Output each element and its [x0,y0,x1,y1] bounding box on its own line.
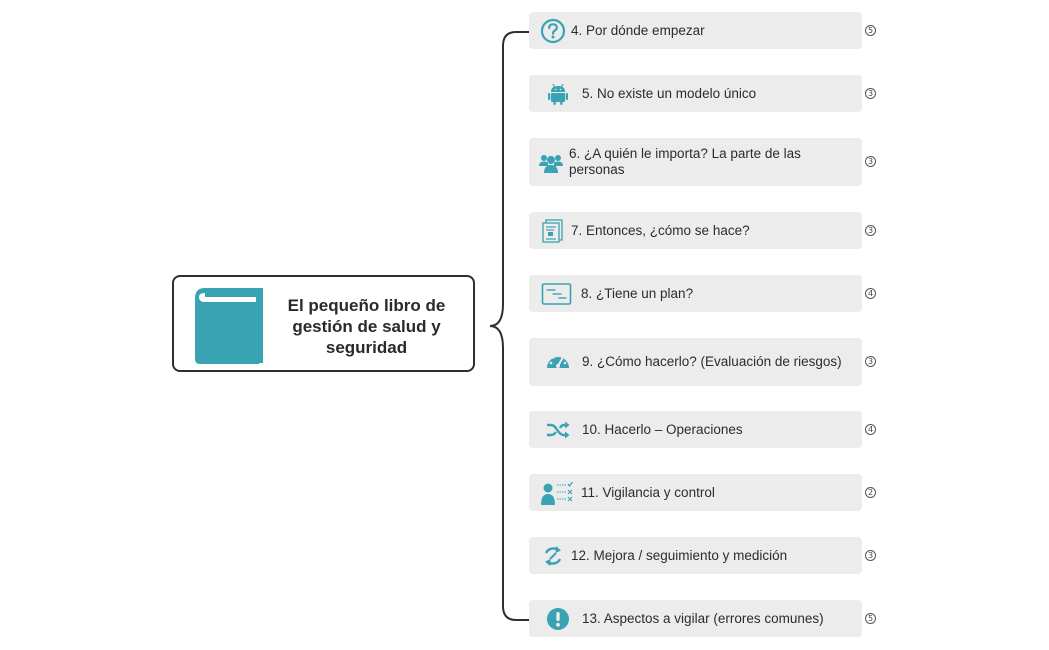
topic-7-label: 7. Entonces, ¿cómo se hace? [571,222,750,238]
topic-4-label: 4. Por dónde empezar [571,22,705,38]
topic-6[interactable] [529,138,862,186]
person-checklist-icon [540,480,574,506]
topic-bracket [484,24,534,628]
topic-9-count-badge[interactable]: 3 [865,356,876,367]
topic-12-label: 12. Mejora / seguimiento y medición [571,547,788,563]
plan-chart-icon [541,281,572,307]
document-process-icon [540,218,566,244]
topic-13[interactable] [529,600,862,637]
topic-4[interactable] [529,12,862,49]
topic-13-count-badge[interactable]: 5 [865,613,876,624]
topic-8-label: 8. ¿Tiene un plan? [581,285,694,301]
shuffle-icon [545,417,571,443]
exclamation-circle-icon [545,606,571,632]
topic-7-count-badge[interactable]: 3 [865,225,876,236]
topic-5-label: 5. No existe un modelo único [582,85,757,101]
topic-6-count-badge[interactable]: 3 [865,156,876,167]
topic-9-label: 9. ¿Cómo hacerlo? (Evaluación de riesgos) [582,354,842,369]
topic-10-label: 10. Hacerlo – Operaciones [582,421,743,437]
topic-5[interactable] [529,75,862,112]
topic-12[interactable] [529,537,862,574]
topic-7[interactable] [529,212,862,249]
topic-9[interactable] [529,338,862,386]
gauge-icon [545,349,571,375]
topic-11-label: 11. Vigilancia y control [581,484,715,500]
topic-4-count-badge[interactable]: 5 [865,25,876,36]
android-icon [545,81,571,107]
topic-8[interactable] [529,275,862,312]
topic-5-count-badge[interactable]: 3 [865,88,876,99]
topic-13-label: 13. Aspectos a vigilar (errores comunes) [582,610,824,626]
topic-10[interactable] [529,411,862,448]
central-topic-title: El pequeño libro de gestión de salud y seguridad [287,296,446,357]
topic-10-count-badge[interactable]: 4 [865,424,876,435]
people-group-icon [538,149,564,175]
central-topic[interactable] [172,275,475,372]
topic-11[interactable] [529,474,862,511]
topic-6-label: 6. ¿A quién le importa? La parte de las personas [569,146,801,177]
refresh-link-icon [540,543,566,569]
book-icon [195,288,268,364]
topic-8-count-badge[interactable]: 4 [865,288,876,299]
topic-12-count-badge[interactable]: 3 [865,550,876,561]
topic-11-count-badge[interactable]: 2 [865,487,876,498]
question-circle-icon [540,18,566,44]
